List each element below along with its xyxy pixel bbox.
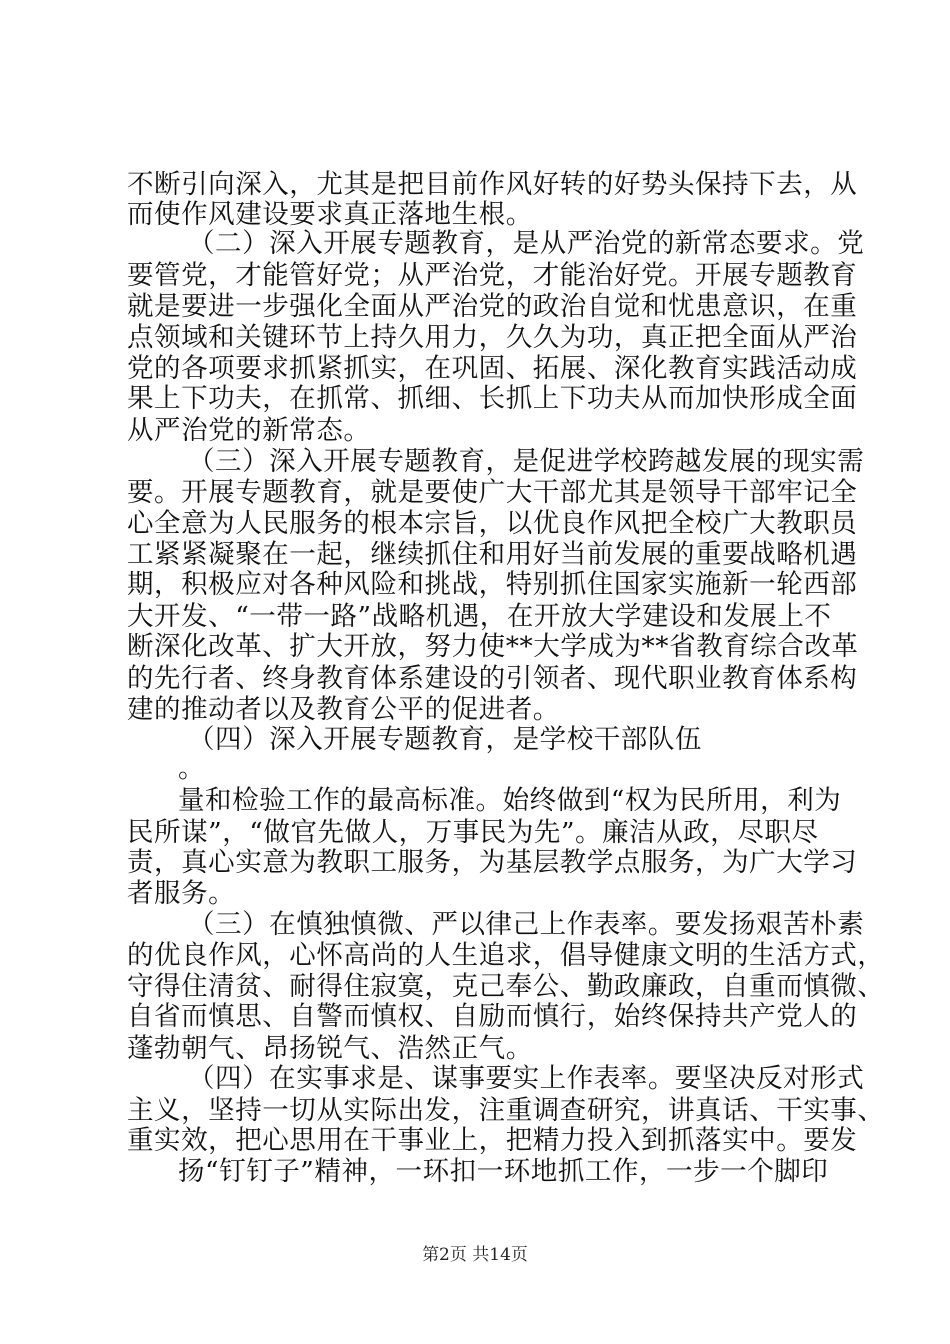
text-line-14: 期，积极应对各种风险和挑战，特别抓住国家实施新一轮西部	[127, 569, 858, 600]
text-line-17: 的先行者、终身教育体系建设的引领者、现代职业教育体系构	[127, 663, 858, 694]
text-line-9: 从严治党的新常态。	[127, 415, 371, 446]
page-number-footer: 第2页 共14页	[422, 1245, 528, 1265]
text-line-15: 大开发、“一带一路”战略机遇，在开放大学建设和发展上不	[127, 601, 832, 632]
text-line-25: （三）在慎独慎微、严以律己上作表率。要发扬艰苦朴素	[188, 909, 865, 940]
text-line-24: 者服务。	[127, 878, 236, 909]
text-line-18: 建的推动者以及教育公平的促进者。	[127, 694, 560, 725]
text-line-13: 工紧紧凝聚在一起，继续抓住和用好当前发展的重要战略机遇	[127, 539, 858, 570]
text-line-23: 责，真心实意为教职工服务，为基层教学点服务，为广大学习	[127, 847, 858, 878]
text-line-7: 党的各项要求抓紧抓实，在巩固、拓展、深化教育实践活动成	[127, 353, 858, 384]
text-line-5: 就是要进一步强化全面从严治党的政治自觉和忧患意识，在重	[127, 291, 858, 322]
text-line-29: 蓬勃朝气、昂扬锐气、浩然正气。	[127, 1033, 533, 1064]
text-line-16: 断深化改革、扩大开放，努力使**大学成为**省教育综合改革	[127, 631, 859, 662]
text-line-33: 扬“钉钉子”精神，一环扣一环地抓工作，一步一个脚印	[178, 1156, 829, 1187]
text-line-31: 主义，坚持一切从实际出发，注重调查研究，讲真话、干实事、	[127, 1095, 885, 1126]
text-line-2: 而使作风建设要求真正落地生根。	[127, 199, 533, 230]
text-line-26: 的优良作风，心怀高尚的人生追求，倡导健康文明的生活方式，	[127, 940, 885, 971]
text-line-22: 民所谋”，“做官先做人，万事民为先”。廉洁从政，尽职尽	[127, 817, 819, 848]
text-line-28: 自省而慎思、自警而慎权、自励而慎行，始终保持共产党人的	[127, 1001, 858, 1032]
text-line-20: 。	[178, 753, 206, 784]
text-line-21: 量和检验工作的最高标准。始终做到“权为民所用，利为	[178, 785, 842, 816]
text-line-30: （四）在实事求是、谋事要实上作表率。要坚决反对形式	[188, 1063, 865, 1094]
text-line-8: 果上下功夫，在抓常、抓细、长抓上下功夫从而加快形成全面	[127, 383, 858, 414]
text-line-6: 点领域和关键环节上持久用力，久久为功，真正把全面从严治	[127, 322, 858, 353]
text-line-11: 要。开展专题教育，就是要使广大干部尤其是领导干部牢记全	[127, 477, 858, 508]
text-line-1: 不断引向深入，尤其是把目前作风好转的好势头保持下去，从	[127, 169, 858, 200]
text-line-10: （三）深入开展专题教育，是促进学校跨越发展的现实需	[188, 446, 865, 477]
text-line-3: （二）深入开展专题教育，是从严治党的新常态要求。党	[188, 228, 865, 259]
text-line-12: 心全意为人民服务的根本宗旨，以优良作风把全校广大教职员	[127, 508, 858, 539]
text-line-19: （四）深入开展专题教育，是学校干部队伍	[188, 724, 702, 755]
text-line-4: 要管党，才能管好党；从严治党，才能治好党。开展专题教育	[127, 260, 858, 291]
text-line-27: 守得住清贫、耐得住寂寞，克己奉公、勤政廉政，自重而慎微、	[127, 971, 885, 1002]
text-line-32: 重实效，把心思用在干事业上，把精力投入到抓落实中。要发	[127, 1125, 858, 1156]
